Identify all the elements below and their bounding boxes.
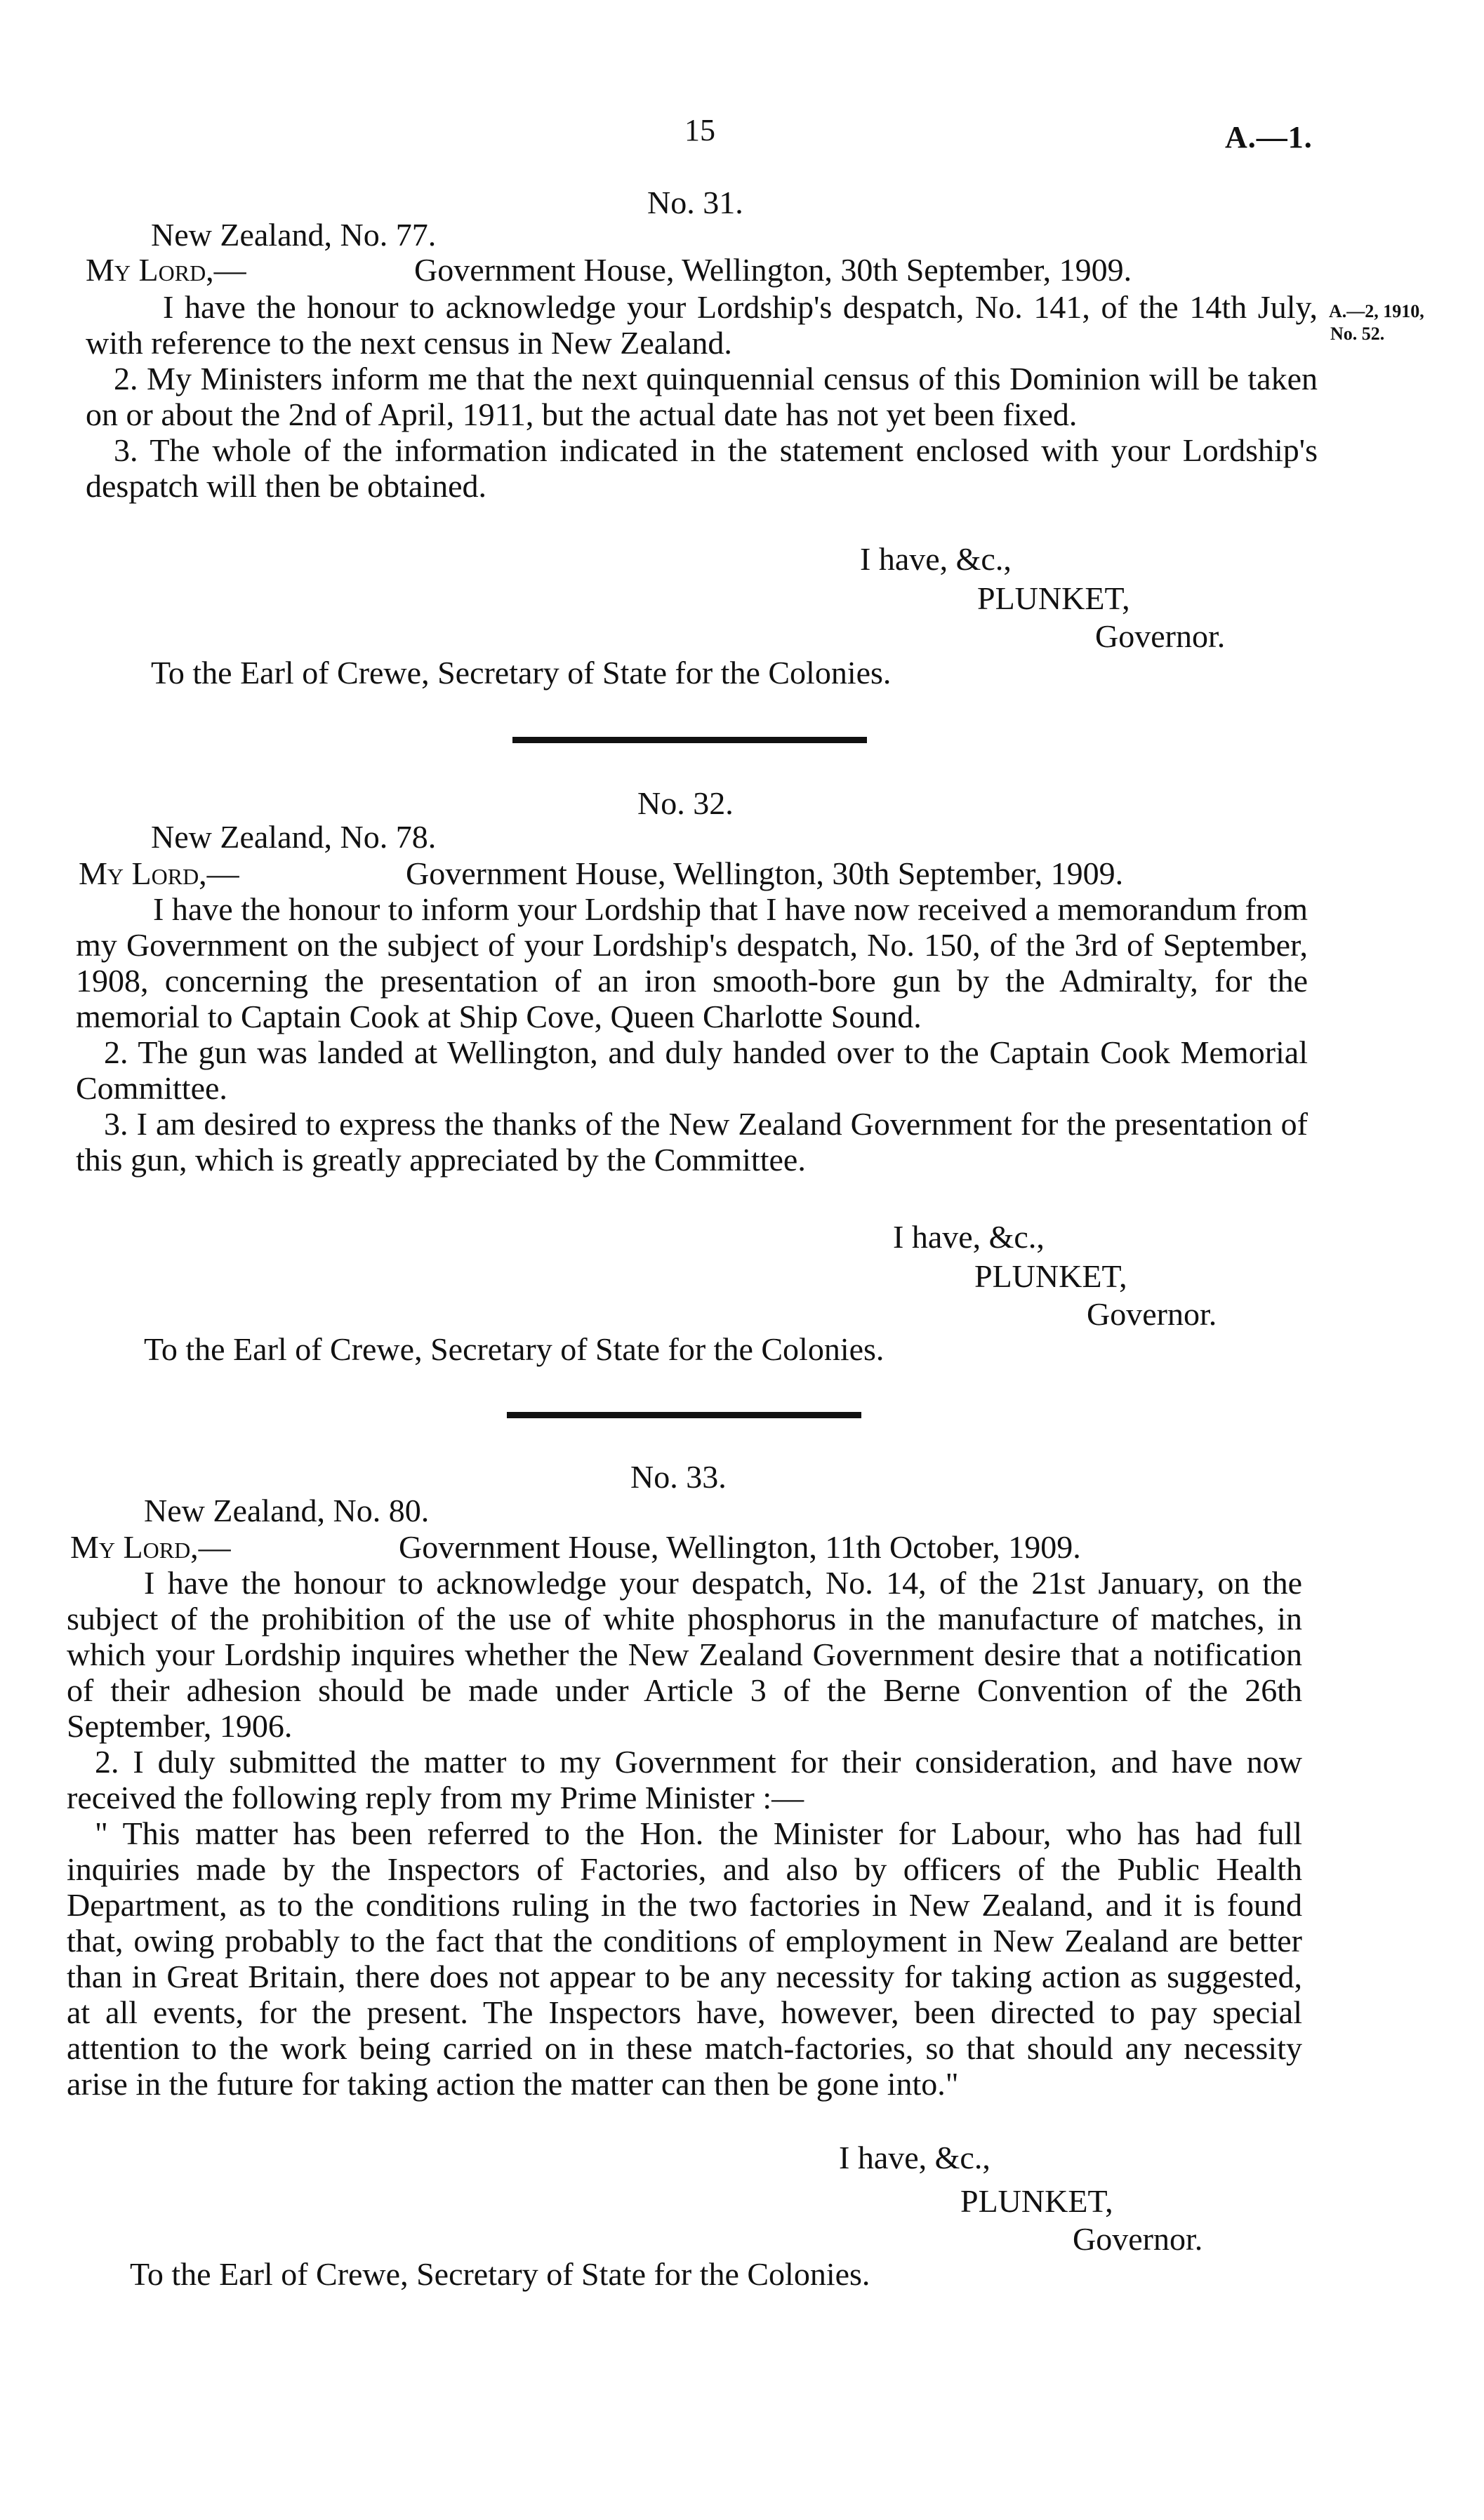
salutation: My Lord,— <box>86 252 246 288</box>
despatch-number: No. 31. <box>647 185 743 220</box>
recipient: To the Earl of Crewe, Secretary of State for the Colonies. <box>151 655 892 691</box>
signature: PLUNKET, <box>960 2183 1113 2219</box>
salutation: My Lord,— <box>70 1529 231 1565</box>
recipient: To the Earl of Crewe, Secretary of State for the Colonies. <box>130 2256 870 2292</box>
section-divider <box>512 737 867 743</box>
paragraph: 2. The gun was landed at Wellington, and duly handed over to the Captain Cook Memorial Committee. <box>76 1034 1308 1106</box>
paragraph: 2. My Ministers inform me that the next quinquennial census of this Dominion will be taken on or about the 2nd of April, 1911, but the actual date has not yet been fixed. <box>86 361 1318 432</box>
salutation-line <box>79 855 239 892</box>
paragraph: 3. I am desired to express the thanks of the New Zealand Government for the presentation of this gun, which is greatly appreciated by the Committee. <box>76 1106 1308 1178</box>
salutation-line <box>70 1528 231 1566</box>
paragraph: I have the honour to acknowledge your despatch, No. 14, of the 21st January, on the subject of the prohibition of the use of white phosphorus in the manufacture of matches, in which your Lordship inquires whether the New Zealand Government desire that a notification of their adhesion should be made under Article 3 of the Berne Convention of the 26th September, 1906. <box>67 1565 1302 1744</box>
closing: I have, &c., <box>839 2140 991 2175</box>
margin-note <box>1329 300 1469 345</box>
series-reference: A.—1. <box>1225 120 1313 154</box>
page-number: 15 <box>684 113 715 147</box>
despatch-number: No. 32. <box>637 785 734 821</box>
paragraph: 2. I duly submitted the matter to my Government for their consideration, and have now received the following reply from my Prime Minister :— <box>67 1744 1302 1815</box>
salutation-line <box>86 251 246 288</box>
address: Government House, Wellington, 30th September, 1909. <box>414 252 1132 288</box>
nz-number: New Zealand, No. 78. <box>151 819 437 855</box>
paragraph: I have the honour to acknowledge your Lordship's despatch, No. 141, of the 14th July, with reference to the next census in New Zealand. <box>86 289 1318 361</box>
recipient: To the Earl of Crewe, Secretary of State for the Colonies. <box>144 1331 885 1367</box>
paragraph: " This matter has been referred to the Hon. the Minister for Labour, who has had full inquiries made by the Inspectors of Factories, and also by officers of the Public Health Department, as to the conditions ruling in the two factories in New Zealand, and it is found that, owing probably to the fact that the conditions of employment in New Zealand are better than in Great Britain, there does not appear to be any necessity for taking action as suggested, at all events, for the present. The Inspectors have, however, been directed to pay special attention to the work being carried on in these match-factories, so that should any necessity arise in the future for taking action the matter can then be gone into." <box>67 1815 1302 2102</box>
signature: PLUNKET, <box>974 1258 1127 1294</box>
signatory-title: Governor. <box>1073 2221 1203 2257</box>
despatch-body <box>76 891 1308 1178</box>
margin-note-line-1: A.—2, 1910, <box>1329 301 1424 321</box>
paragraph: 3. The whole of the information indicated in the statement enclosed with your Lordship's despatch will then be obtained. <box>86 432 1318 504</box>
paragraph: I have the honour to inform your Lordship that I have now received a memorandum from my Government on the subject of your Lordship's despatch, No. 150, of the 3rd of September, 1908, concerning the presentation of an iron smooth-bore gun by the Admiralty, for the memorial to Captain Cook at Ship Cove, Queen Charlotte Sound. <box>76 891 1308 1034</box>
despatch-number: No. 33. <box>630 1459 727 1495</box>
signatory-title: Governor. <box>1087 1296 1217 1332</box>
signature: PLUNKET, <box>977 580 1130 616</box>
closing: I have, &c., <box>860 541 1012 577</box>
salutation: My Lord,— <box>79 855 239 891</box>
nz-number: New Zealand, No. 80. <box>144 1493 430 1528</box>
address: Government House, Wellington, 30th September, 1909. <box>406 855 1124 891</box>
address: Government House, Wellington, 11th October, 1909. <box>399 1529 1081 1565</box>
closing: I have, &c., <box>893 1219 1045 1255</box>
despatch-body <box>67 1565 1302 2102</box>
section-divider <box>507 1412 861 1418</box>
despatch-body <box>86 289 1318 504</box>
margin-note-line-2: No. 52. <box>1330 324 1385 344</box>
signatory-title: Governor. <box>1095 618 1226 654</box>
nz-number: New Zealand, No. 77. <box>151 217 437 253</box>
